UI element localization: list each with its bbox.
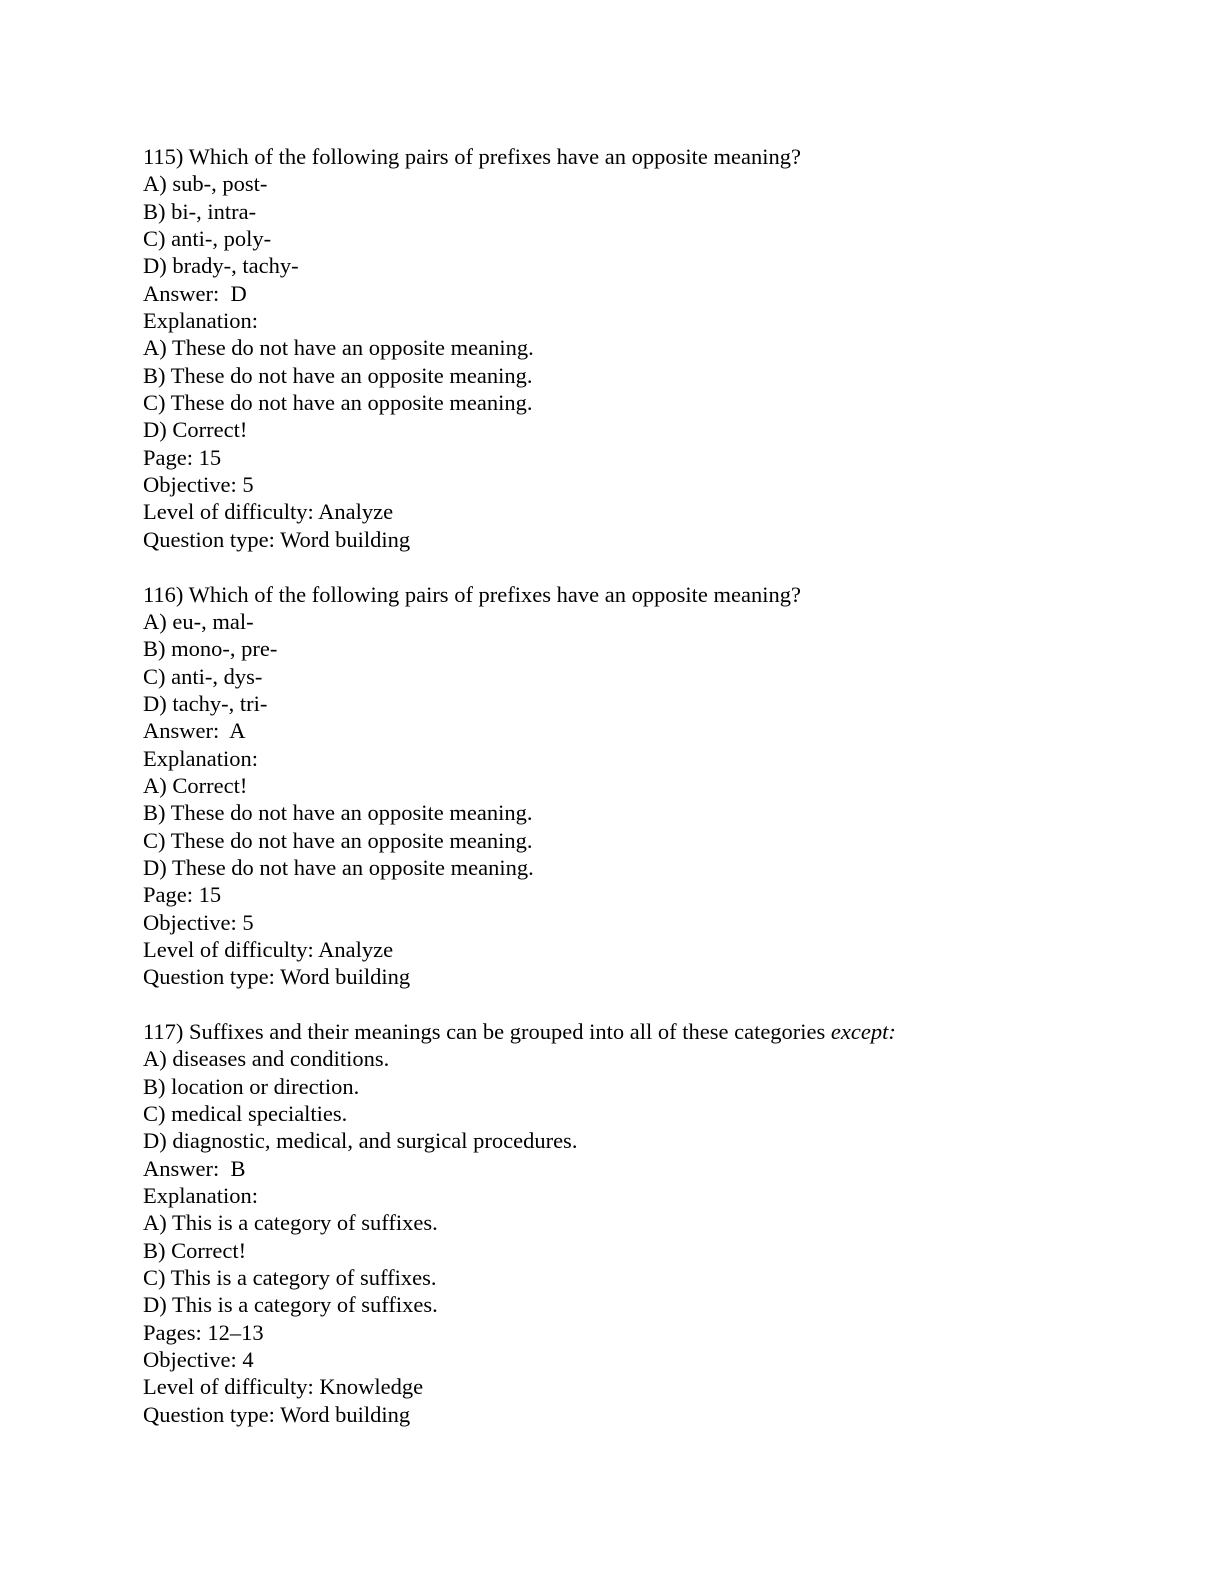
question-type: Question type: Word building xyxy=(143,964,411,990)
question-block xyxy=(143,143,1103,553)
answer-option: B) location or direction. xyxy=(143,1073,360,1099)
page-reference: Page: 15 xyxy=(143,882,222,908)
difficulty-level: Level of difficulty: Analyze xyxy=(143,936,394,962)
explanation-label: Explanation: xyxy=(143,745,258,771)
question-emphasis: except: xyxy=(830,1019,896,1044)
answer-option: D) tachy-, tri- xyxy=(143,690,268,716)
question-text: 117) Suffixes and their meanings can be grouped into all of these categories xyxy=(143,1019,831,1044)
explanation-label: Explanation: xyxy=(143,308,258,334)
answer-option: D) diagnostic, medical, and surgical procedures. xyxy=(143,1128,578,1154)
answer-option: A) diseases and conditions. xyxy=(143,1046,390,1072)
answer-key: Answer: A xyxy=(143,718,246,744)
explanation-item: A) These do not have an opposite meaning. xyxy=(143,335,534,361)
explanation-item: C) These do not have an opposite meaning. xyxy=(143,390,533,416)
objective: Objective: 5 xyxy=(143,909,254,935)
explanation-item: A) Correct! xyxy=(143,772,248,798)
difficulty-level: Level of difficulty: Knowledge xyxy=(143,1374,424,1400)
document-page xyxy=(143,143,1103,1456)
page-reference: Page: 15 xyxy=(143,444,222,470)
answer-option: C) anti-, dys- xyxy=(143,663,263,689)
answer-option: A) sub-, post- xyxy=(143,171,268,197)
question-stem xyxy=(143,143,1103,170)
question-type: Question type: Word building xyxy=(143,526,411,552)
answer-option: B) bi-, intra- xyxy=(143,198,257,224)
answer-option: C) anti-, poly- xyxy=(143,226,272,252)
explanation-label: Explanation: xyxy=(143,1183,258,1209)
question-text: 116) Which of the following pairs of prefixes have an opposite meaning? xyxy=(143,581,801,607)
explanation-item: D) Correct! xyxy=(143,417,248,443)
explanation-item: A) This is a category of suffixes. xyxy=(143,1210,438,1236)
question-type: Question type: Word building xyxy=(143,1401,411,1427)
question-stem xyxy=(143,1018,1103,1045)
question-stem xyxy=(143,581,1103,608)
explanation-item: B) These do not have an opposite meaning. xyxy=(143,362,533,388)
question-block xyxy=(143,581,1103,991)
answer-key: Answer: B xyxy=(143,1155,246,1181)
question-text: 115) Which of the following pairs of prefixes have an opposite meaning? xyxy=(143,144,801,169)
explanation-item: C) These do not have an opposite meaning. xyxy=(143,827,533,853)
answer-key: Answer: D xyxy=(143,280,247,306)
answer-option: D) brady-, tachy- xyxy=(143,253,299,279)
question-block xyxy=(143,1018,1103,1428)
objective: Objective: 5 xyxy=(143,472,254,498)
answer-option: C) medical specialties. xyxy=(143,1101,348,1127)
page-reference: Pages: 12–13 xyxy=(143,1319,264,1345)
objective: Objective: 4 xyxy=(143,1347,254,1373)
explanation-item: B) Correct! xyxy=(143,1237,247,1263)
difficulty-level: Level of difficulty: Analyze xyxy=(143,499,394,525)
explanation-item: D) These do not have an opposite meaning. xyxy=(143,854,534,880)
answer-option: A) eu-, mal- xyxy=(143,608,254,634)
answer-option: B) mono-, pre- xyxy=(143,636,278,662)
explanation-item: C) This is a category of suffixes. xyxy=(143,1265,437,1291)
explanation-item: D) This is a category of suffixes. xyxy=(143,1292,438,1318)
explanation-item: B) These do not have an opposite meaning. xyxy=(143,800,533,826)
